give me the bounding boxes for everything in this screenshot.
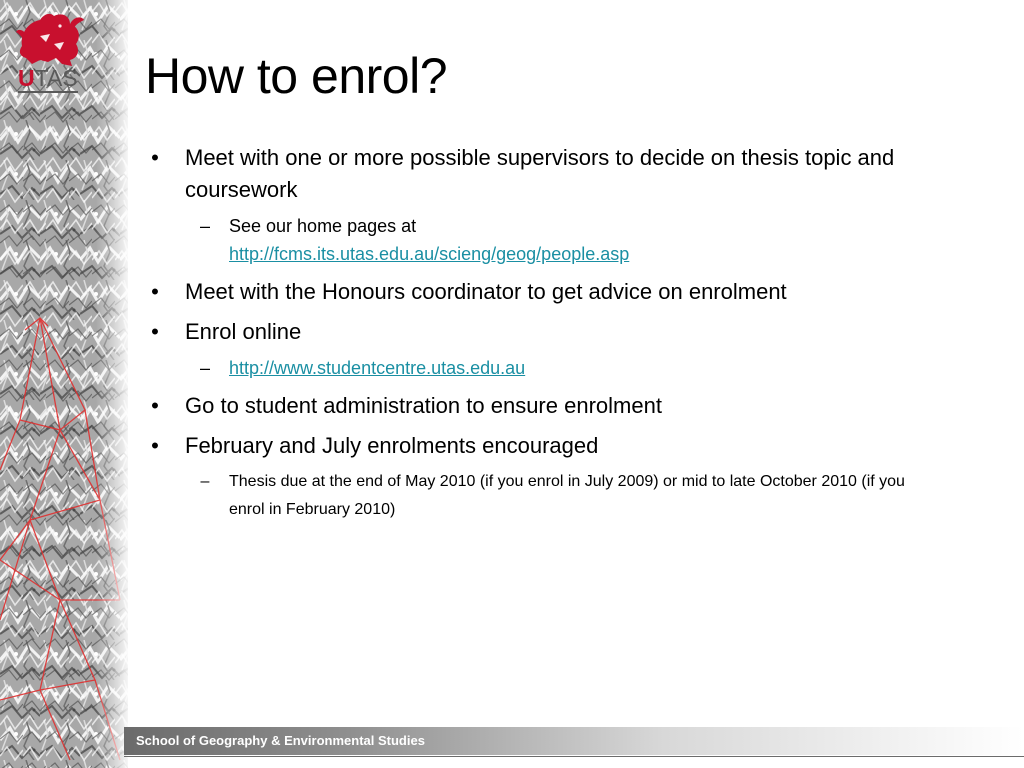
bullet-mark: • xyxy=(151,319,159,344)
bullet-mark: • xyxy=(151,393,159,418)
people-page-link[interactable]: http://fcms.its.utas.edu.au/scieng/geog/people.asp xyxy=(229,244,630,264)
bullet-text: Meet with one or more possible supervisors to decide on thesis topic and coursework xyxy=(185,145,895,202)
footer-divider xyxy=(124,756,1024,757)
bullet-item xyxy=(145,316,955,348)
bullet-item xyxy=(145,390,955,422)
sub-bullet-text: Thesis due at the end of May 2010 (if you enrol in July 2009) or mid to late October 2010 (if you enrol in February 2010) xyxy=(229,473,905,518)
bullet-mark: • xyxy=(151,145,159,170)
logo-u-letter: U xyxy=(18,65,35,91)
sub-bullet-text: See our home pages at xyxy=(229,216,417,236)
terrain-side-panel xyxy=(0,0,128,768)
sub-bullet-item xyxy=(145,468,929,524)
sub-bullet-mark: – xyxy=(199,358,210,378)
bullet-text: Meet with the Honours coordinator to get advice on enrolment xyxy=(185,279,787,304)
sub-bullet-item xyxy=(145,354,929,382)
sub-bullet-mark: – xyxy=(200,473,210,490)
terrain-texture-image xyxy=(0,0,128,768)
student-centre-link[interactable]: http://www.studentcentre.utas.edu.au xyxy=(229,358,526,378)
utas-logo-text xyxy=(18,66,78,93)
footer-text: School of Geography & Environmental Studies xyxy=(136,733,425,748)
bullet-text: Go to student administration to ensure enrolment xyxy=(185,393,662,418)
bullet-mark: • xyxy=(151,433,159,458)
bullet-item xyxy=(145,276,955,308)
slide-title: How to enrol? xyxy=(145,48,447,104)
logo-tas-letters: TAS xyxy=(34,65,78,91)
sub-bullet-mark: – xyxy=(199,216,210,236)
bullet-item xyxy=(145,142,955,206)
slide-content xyxy=(145,142,945,532)
bullet-text: Enrol online xyxy=(185,319,302,344)
bullet-mark: • xyxy=(151,279,159,304)
bullet-text: February and July enrolments encouraged xyxy=(185,433,599,458)
footer-bar xyxy=(124,727,1024,755)
bullet-item xyxy=(145,430,955,462)
sub-bullet-item xyxy=(145,212,929,268)
